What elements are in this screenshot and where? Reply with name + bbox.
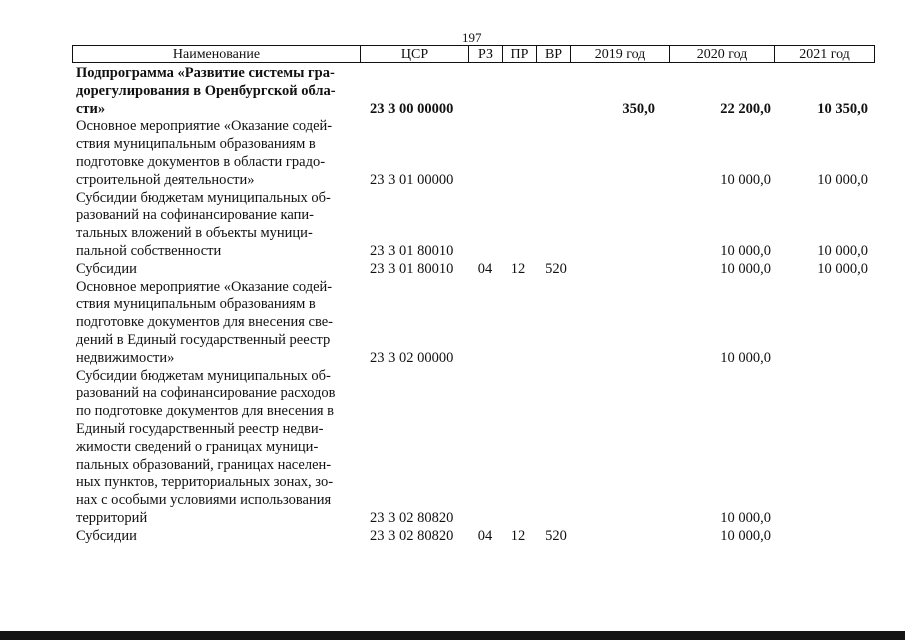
scan-edge-bar xyxy=(0,631,905,640)
row-2021: 10 000,0 xyxy=(817,243,868,259)
row-pr: 12 xyxy=(510,260,526,277)
row-2020: 10 000,0 xyxy=(720,349,771,366)
row-name: Основное мероприятие «Оказание содей-ствия муниципальным образованиям в подготовке документов в области градо-строительной деятельности» xyxy=(76,118,333,188)
row-csr: 23 3 01 80010 xyxy=(370,243,454,259)
row-2020: 22 200,0 xyxy=(720,100,771,117)
row-name: Основное мероприятие «Оказание содей-ствия муниципальным образованиям в подготовке документов для внесения све-дений в Единый государственный реестр недвижимости» xyxy=(76,278,333,366)
row-name: Подпрограмма «Развитие системы гра-дорегулирования в Оренбургской обла-сти» xyxy=(76,65,336,117)
page-number: 197 xyxy=(462,30,482,45)
header-2020: 2020 год xyxy=(696,47,748,62)
header-2019: 2019 год xyxy=(594,47,646,62)
table-header xyxy=(72,45,875,63)
row-2020: 10 000,0 xyxy=(720,510,771,526)
row-name: Субсидии бюджетам муниципальных об-разований на софинансирование капи-тальных вложений в объекты муници-пальной собственности xyxy=(76,189,331,259)
row-csr: 23 3 01 00000 xyxy=(370,171,454,188)
row-2020: 10 000,0 xyxy=(720,243,771,259)
header-vr: ВР xyxy=(544,47,563,62)
header-pr: ПР xyxy=(510,47,529,62)
row-rz: 04 xyxy=(477,260,493,277)
row-vr: 520 xyxy=(545,260,567,277)
row-csr: 23 3 02 80820 xyxy=(370,527,454,544)
header-rz: РЗ xyxy=(478,47,493,62)
row-rz: 04 xyxy=(477,527,493,544)
row-pr: 12 xyxy=(510,527,526,544)
header-csr: ЦСР xyxy=(400,47,429,62)
row-2019: 350,0 xyxy=(622,100,655,117)
row-name: Субсидии xyxy=(76,260,137,277)
row-2021: 10 350,0 xyxy=(817,100,868,117)
row-2020: 10 000,0 xyxy=(720,260,771,277)
row-vr: 520 xyxy=(545,527,567,544)
row-2021: 10 000,0 xyxy=(817,260,868,277)
header-2021: 2021 год xyxy=(799,47,850,62)
row-2020: 10 000,0 xyxy=(720,171,771,188)
row-csr: 23 3 02 80820 xyxy=(370,510,454,526)
header-name: Наименование xyxy=(172,47,261,62)
row-2020: 10 000,0 xyxy=(720,527,771,544)
row-csr: 23 3 01 80010 xyxy=(370,260,454,277)
row-csr: 23 3 00 00000 xyxy=(370,100,454,117)
row-name: Субсидии бюджетам муниципальных об-разований на софинансирование расходов по подготовке документов для внесения в Единый государственный реестр недви-жимости сведений о границах муници-пальных образований, границах населен-ных пунктов, территориальных зонах, зо-нах с особыми условиями использования территорий xyxy=(76,367,336,526)
row-csr: 23 3 02 00000 xyxy=(370,349,454,366)
row-name: Субсидии xyxy=(76,527,137,544)
row-2021: 10 000,0 xyxy=(817,171,868,188)
